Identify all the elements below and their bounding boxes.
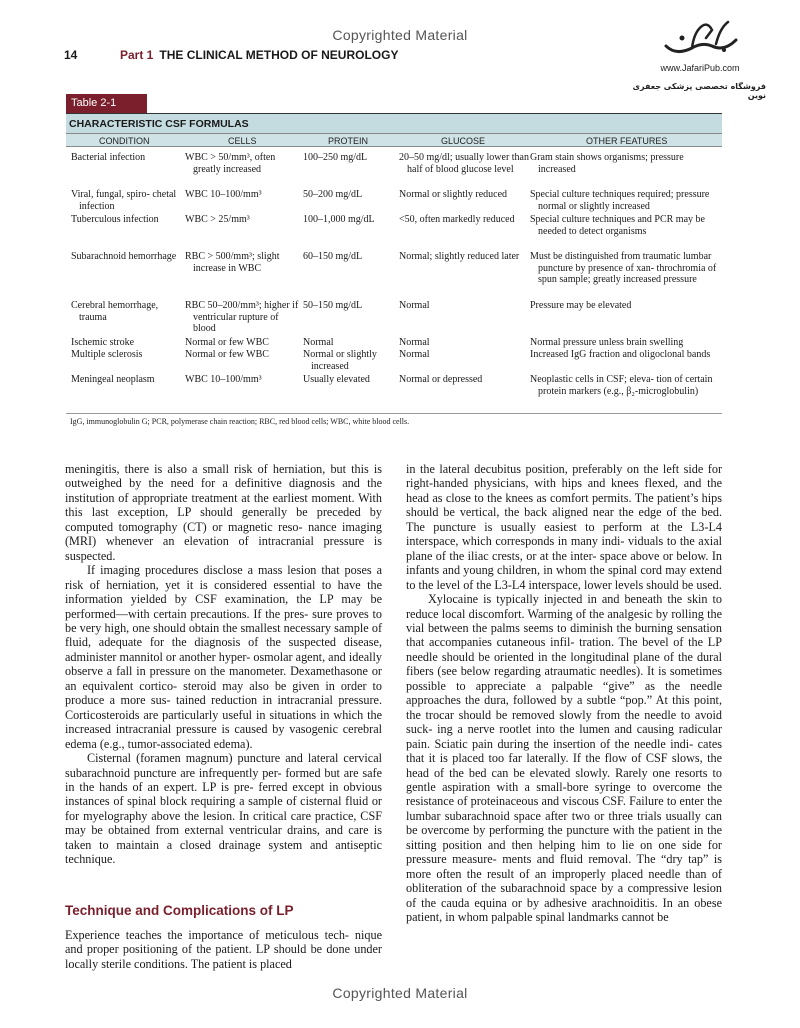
csf-table [66,113,722,414]
page-number: 14 [64,48,78,62]
left-column [65,462,382,867]
paragraph: meningitis, there is also a small risk of herniation, but this is outweighed by the need for a definitive diagnosis and the institution of appropriate treatment at the earliest moment. With this last exception, LP should generally be preceded by computed tomography (CT) or magnetic reso- nance imaging (MRI) whenever an elevation of intracranial pressure is suspected. [65,462,382,563]
table-cell: Gram stain shows organisms; pressure increased [530,152,684,175]
table-cell: RBC > 500/mm³; slight increase in WBC [185,251,280,274]
right-column [406,462,722,925]
table-title: CHARACTERISTIC CSF FORMULAS [66,113,722,133]
table-cell: Normal [399,349,430,360]
logo-tagline: فروشگاه تخصصی پزشکی جعفری نوین [632,82,766,100]
table-cell: Tuberculous infection [71,214,159,225]
table-cell: 60–150 mg/dL [303,251,363,262]
table-cell: Normal or few WBC [185,337,269,348]
column-header: OTHER FEATURES [586,135,668,146]
table-cell: WBC 10–100/mm³ [185,189,262,200]
table-cell: Special culture techniques and PCR may be needed to detect organisms [530,214,705,237]
table-cell: 50–150 mg/dL [303,300,363,311]
paragraph: Xylocaine is typically injected in and beneath the skin to reduce local discomfort. Warming of the analgesic by rolling the vial between the palms seems to diminish the burning sensation that accompanies cutaneous infil- tration. The bevel of the LP needle should be oriented in the longitudinal plane of the dural fibers (see below regarding atraumatic needles). It is sometimes possible to appreciate a palpable “give” as the needle approaches the dura, followed by a subtle “pop.” At this point, the trocar should be removed slowly from the needle to avoid suck- ing a nerve rootlet into the lumen and causing radicular pain. Sciatic pain during the insertion of the needle indi- cates that it is placed too far laterally. If the flow of CSF slows, the head of the bed can be elevated slowly. Rarely one resorts to gentle aspiration with a small-bore syringe to overcome the resistance of proteinaceous and viscous CSF. Failure to enter the lumbar subarachnoid space after two or three trials usually can be overcome by performing the puncture with the patient in the sitting position and then helping him to lie on one side for pressure measure- ments and fluid removal. The “dry tap” is more often the result of an improperly placed needle than of obliteration of the subarachnoid space by a compressive lesion of the cauda equina or by adhesive arachnoiditis. In an obese patient, in whom palpable spinal landmarks cannot be [406,592,722,925]
table-cell: Special culture techniques required; pressure normal or slightly increased [530,189,710,212]
section-heading: Technique and Complications of LP [65,903,294,918]
column-header: CONDITION [99,135,150,146]
table-cell: Viral, fungal, spiro- chetal infection [71,189,177,212]
table-cell: 100–1,000 mg/dL [303,214,375,225]
paragraph: Experience teaches the importance of meticulous tech- nique and proper positioning of the patient. LP should be done under locally sterile conditions. The patient is placed [65,928,382,971]
chapter-title: THE CLINICAL METHOD OF NEUROLOGY [159,48,399,62]
table-cell: 20–50 mg/dl; usually lower than half of blood glucose level [399,152,529,175]
column-header: PROTEIN [328,135,369,146]
table-cell: WBC > 25/mm³ [185,214,250,225]
logo-url: www.JafariPub.com [660,63,740,73]
table-cell: Normal or depressed [399,374,483,385]
table-cell: Increased IgG fraction and oligoclonal bands [530,349,711,360]
table-footnote: IgG, immunoglobulin G; PCR, polymerase chain reaction; RBC, red blood cells; WBC, white blood cells. [70,417,410,426]
table-cell: 50–200 mg/dL [303,189,363,200]
watermark-bottom: Copyrighted Material [332,985,468,1001]
publisher-logo [632,16,766,100]
table-header-row [66,133,722,147]
table-cell: Multiple sclerosis [71,349,143,360]
table-label: Table 2-1 [66,94,147,113]
table-cell: <50, often markedly reduced [399,214,515,225]
column-header: GLUCOSE [441,135,486,146]
table-cell: Neoplastic cells in CSF; eleva- tion of certain protein markers (e.g., β₂-microglobulin) [530,374,713,397]
column-header: CELLS [228,135,257,146]
table-cell: Subarachnoid hemorrhage [71,251,177,262]
table-cell: Ischemic stroke [71,337,135,348]
section-paragraph-column [65,928,382,971]
table-cell: Normal [303,337,334,348]
table-cell: RBC 50–200/mm³; higher if ventricular rupture of blood [185,300,299,335]
table-cell: Bacterial infection [71,152,146,163]
table-cell: Normal or slightly increased [303,349,377,372]
table-cell: Pressure may be elevated [530,300,632,311]
calligraphy-logo-icon [662,16,740,60]
part-label: Part 1 [120,48,154,62]
table-cell: WBC 10–100/mm³ [185,374,262,385]
running-head [64,48,398,62]
paragraph: Cisternal (foramen magnum) puncture and lateral cervical subarachnoid puncture are infrequently per- formed but are safe in the hands of an expert. LP is pre- ferred except in obvious instances of spinal block requiring a sample of cisternal fluid or for myelography above the lesion. In critical care practice, CSF may be obtained from external ventricular drains, and care is taken to maintain a closed drainage system and antiseptic technique. [65,751,382,867]
paragraph: If imaging procedures disclose a mass lesion that poses a risk of herniation, yet it is considered essential to have the information yielded by CSF examination, the LP may be performed—with certain precautions. If the pres- sure proves to be very high, one should obtain the smallest necessary sample of fluid, adequate for the diagnosis of the suspected disease, administer mannitol or another hyper- osmolar agent, and ideally observe a fall in pressure on the manometer. Dexamethasone or an equivalent cortico- steroid may also be given in order to produce a more sus- tained reduction in intracranial pressure. Corticosteroids are particularly useful in situations in which the increased intracranial pressure is caused by vasogenic cerebral edema (e.g., tumor-associated edema). [65,563,382,751]
paragraph: in the lateral decubitus position, preferably on the left side for right-handed physicians, with hips and knees flexed, and the head as close to the knees as comfort permits. The patient’s hips should be vertical, the back aligned near the edge of the bed. The puncture is usually easiest to perform at the L3-L4 interspace, which corresponds in many indi- viduals to the axial plane of the iliac crests, or at the inter- space above or below. In infants and young children, in whom the spinal cord may extend to the level of the L3-L4 interspace, lower levels should be used. [406,462,722,592]
table-cell: Normal [399,300,430,311]
table-cell: Normal or few WBC [185,349,269,360]
table-cell: Cerebral hemorrhage, trauma [71,300,159,323]
watermark-top: Copyrighted Material [332,27,468,43]
table-cell: Meningeal neoplasm [71,374,155,385]
table-cell: Normal pressure unless brain swelling [530,337,684,348]
table-cell: Must be distinguished from traumatic lumbar puncture by presence of xan- throchromia of spun sample; greatly increased pressure [530,251,717,286]
table-cell: Usually elevated [303,374,370,385]
table-cell: WBC > 50/mm³, often greatly increased [185,152,276,175]
table-cell: 100–250 mg/dL [303,152,368,163]
table-cell: Normal; slightly reduced later [399,251,520,262]
table-cell: Normal or slightly reduced [399,189,508,200]
table-cell: Normal [399,337,430,348]
